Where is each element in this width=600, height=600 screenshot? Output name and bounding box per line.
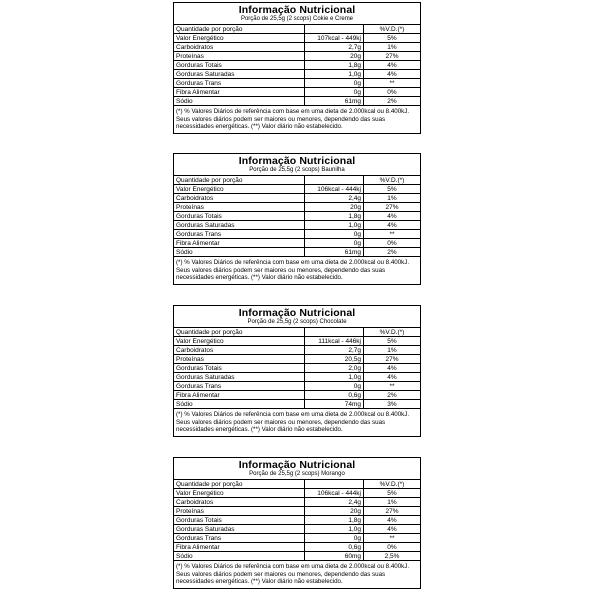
table-row (174, 400, 420, 409)
table-row (174, 79, 420, 88)
table-row (174, 525, 420, 534)
table-row (174, 52, 420, 61)
nutrient-amount: 20g (305, 203, 364, 212)
nutrient-amount: 1,8g (305, 212, 364, 221)
table-row (174, 373, 420, 382)
table-row (174, 489, 420, 498)
nutrition-table (174, 175, 420, 256)
nutrient-vd: ** (364, 534, 421, 543)
nutrient-name: Proteínas (174, 355, 305, 364)
nutrient-name: Gorduras Trans (174, 534, 305, 543)
table-row (174, 364, 420, 373)
nutrient-name: Proteínas (174, 52, 305, 61)
nutrient-vd: 1% (364, 346, 421, 355)
nutrient-vd: 5% (364, 34, 421, 43)
nutrient-vd: 0% (364, 239, 421, 248)
nutrient-amount: 1,0g (305, 525, 364, 534)
nutrient-name: Valor Energético (174, 337, 305, 346)
nutrient-amount: 2,0g (305, 364, 364, 373)
nutrient-amount: 0g (305, 88, 364, 97)
nutrition-table (174, 24, 420, 105)
nutrition-panel-strawberry (173, 457, 421, 589)
nutrient-amount: 0,6g (305, 391, 364, 400)
nutrient-vd: 27% (364, 203, 421, 212)
panel-title: Informação Nutricional (238, 4, 356, 16)
nutrient-vd: 4% (364, 516, 421, 525)
nutrient-vd: 1% (364, 498, 421, 507)
nutrient-vd: 27% (364, 52, 421, 61)
panel-title: Informação Nutricional (238, 155, 356, 167)
panel-title: Informação Nutricional (238, 307, 356, 319)
nutrient-vd: 2% (364, 97, 421, 106)
nutrient-amount: 1,8g (305, 516, 364, 525)
table-row (174, 88, 420, 97)
table-row (174, 43, 420, 52)
nutrient-amount: 1,0g (305, 70, 364, 79)
table-row (174, 543, 420, 552)
nutrient-amount: 2,4g (305, 498, 364, 507)
nutrient-name: Gorduras Saturadas (174, 373, 305, 382)
nutrient-vd: 4% (364, 373, 421, 382)
nutrient-name: Gorduras Saturadas (174, 70, 305, 79)
nutrient-name: Carboidratos (174, 194, 305, 203)
nutrient-vd: 0% (364, 88, 421, 97)
table-row (174, 507, 420, 516)
nutrient-amount: 0g (305, 230, 364, 239)
table-row (174, 34, 420, 43)
nutrient-vd: 0% (364, 543, 421, 552)
nutrient-amount: 1,8g (305, 61, 364, 70)
table-row (174, 97, 420, 106)
nutrient-amount: 0,6g (305, 543, 364, 552)
nutrient-amount: 106kcal - 444kj (305, 185, 364, 194)
header-amount (305, 25, 364, 34)
header-quantity: Quantidade por porção (174, 328, 305, 337)
header-quantity: Quantidade por porção (174, 480, 305, 489)
nutrient-vd: 5% (364, 337, 421, 346)
nutrient-vd: 1% (364, 194, 421, 203)
nutrient-amount: 2,7g (305, 346, 364, 355)
panel-subtitle: Porção de 25,5g (2 scops) Baunilha (249, 167, 345, 173)
nutrient-name: Valor Energético (174, 489, 305, 498)
nutrient-vd: ** (364, 230, 421, 239)
panel-subtitle: Porção de 25,5g (2 scops) Cokie e Creme (240, 16, 354, 22)
table-row (174, 212, 420, 221)
nutrient-vd: 2% (364, 248, 421, 257)
header-vd: %V.D.(*) (364, 328, 421, 337)
table-row (174, 391, 420, 400)
header-amount (305, 328, 364, 337)
nutrient-amount: 61mg (305, 248, 364, 257)
nutrient-vd: 4% (364, 221, 421, 230)
panel-subtitle: Porção de 25,5g (2 scops) Chocolate (247, 319, 347, 325)
nutrient-amount: 2,7g (305, 43, 364, 52)
nutrient-vd: 4% (364, 212, 421, 221)
nutrient-vd: 5% (364, 185, 421, 194)
nutrient-vd: ** (364, 382, 421, 391)
table-row (174, 221, 420, 230)
panel-footnote: (*) % Valores Diários de referência com base em uma dieta de 2.000kcal ou 8.400kJ. Seus valores diários podem ser maiores ou menores, dependendo das suas necessidades energéticas. (**) Valor diário não estabelecido. (174, 560, 420, 588)
nutrient-amount: 60mg (305, 552, 364, 561)
nutrient-amount: 0g (305, 382, 364, 391)
nutrient-name: Sódio (174, 400, 305, 409)
table-header-row (174, 25, 420, 34)
nutrient-name: Valor Energético (174, 185, 305, 194)
nutrient-name: Gorduras Trans (174, 382, 305, 391)
table-header-row (174, 328, 420, 337)
table-row (174, 382, 420, 391)
nutrient-name: Sódio (174, 552, 305, 561)
nutrient-name: Fibra Alimentar (174, 239, 305, 248)
nutrient-vd: 3% (364, 400, 421, 409)
nutrient-amount: 1,0g (305, 221, 364, 230)
table-row (174, 230, 420, 239)
table-row (174, 498, 420, 507)
nutrient-vd: 4% (364, 525, 421, 534)
header-vd: %V.D.(*) (364, 480, 421, 489)
table-row (174, 239, 420, 248)
nutrient-amount: 20g (305, 507, 364, 516)
table-row (174, 552, 420, 561)
table-row (174, 337, 420, 346)
nutrient-vd: 4% (364, 61, 421, 70)
nutrient-name: Fibra Alimentar (174, 543, 305, 552)
nutrient-amount: 61mg (305, 97, 364, 106)
panel-subtitle: Porção de 25,5g (2 scops) Morango (249, 471, 345, 477)
table-header-row (174, 480, 420, 489)
header-quantity: Quantidade por porção (174, 25, 305, 34)
nutrient-amount: 1,0g (305, 373, 364, 382)
nutrient-name: Sódio (174, 248, 305, 257)
nutrient-name: Gorduras Totais (174, 61, 305, 70)
table-row (174, 61, 420, 70)
nutrient-name: Gorduras Saturadas (174, 221, 305, 230)
panel-footnote: (*) % Valores Diários de referência com base em uma dieta de 2.000kcal ou 8.400kJ. Seus valores diários podem ser maiores ou menores, dependendo das suas necessidades energéticas. (**) Valor diário não estabelecido. (174, 105, 420, 133)
nutrient-amount: 111kcal - 446kj (305, 337, 364, 346)
nutrient-vd: 27% (364, 355, 421, 364)
table-row (174, 516, 420, 525)
table-row (174, 194, 420, 203)
nutrition-table (174, 479, 420, 560)
nutrient-amount: 20,5g (305, 355, 364, 364)
nutrient-name: Valor Energético (174, 34, 305, 43)
nutrient-vd: 2,5% (364, 552, 421, 561)
nutrient-name: Gorduras Totais (174, 516, 305, 525)
nutrient-vd: 4% (364, 364, 421, 373)
panel-footnote: (*) % Valores Diários de referência com base em uma dieta de 2.000kcal ou 8.400kJ. Seus valores diários podem ser maiores ou menores, dependendo das suas necessidades energéticas. (**) Valor diário não estabelecido. (174, 408, 420, 436)
nutrition-panel-chocolate (173, 305, 421, 437)
nutrient-amount: 106kcal - 444kj (305, 489, 364, 498)
nutrient-name: Gorduras Totais (174, 212, 305, 221)
table-row (174, 534, 420, 543)
nutrient-amount: 74mg (305, 400, 364, 409)
nutrient-vd: 5% (364, 489, 421, 498)
nutrient-vd: 2% (364, 391, 421, 400)
table-row (174, 70, 420, 79)
nutrient-amount: 2,4g (305, 194, 364, 203)
nutrient-name: Gorduras Totais (174, 364, 305, 373)
nutrient-name: Fibra Alimentar (174, 88, 305, 97)
header-vd: %V.D.(*) (364, 25, 421, 34)
nutrient-name: Sódio (174, 97, 305, 106)
table-header-row (174, 176, 420, 185)
panel-footnote: (*) % Valores Diários de referência com base em uma dieta de 2.000kcal ou 8.400kJ. Seus valores diários podem ser maiores ou menores, dependendo das suas necessidades energéticas. (**) Valor diário não estabelecido. (174, 256, 420, 284)
nutrient-vd: 4% (364, 70, 421, 79)
nutrient-name: Proteínas (174, 507, 305, 516)
header-amount (305, 176, 364, 185)
table-row (174, 185, 420, 194)
nutrition-panel-cookie (173, 2, 421, 134)
panel-title: Informação Nutricional (238, 459, 356, 471)
nutrient-name: Gorduras Trans (174, 230, 305, 239)
header-amount (305, 480, 364, 489)
nutrition-panel-vanilla (173, 153, 421, 285)
nutrient-vd: 27% (364, 507, 421, 516)
header-vd: %V.D.(*) (364, 176, 421, 185)
nutrient-name: Carboidratos (174, 346, 305, 355)
nutrient-amount: 107kcal - 449kj (305, 34, 364, 43)
nutrient-vd: 1% (364, 43, 421, 52)
nutrient-name: Fibra Alimentar (174, 391, 305, 400)
nutrient-amount: 20g (305, 52, 364, 61)
nutrient-amount: 0g (305, 534, 364, 543)
nutrient-name: Proteínas (174, 203, 305, 212)
nutrition-table (174, 327, 420, 408)
nutrient-name: Carboidratos (174, 43, 305, 52)
header-quantity: Quantidade por porção (174, 176, 305, 185)
nutrient-vd: ** (364, 79, 421, 88)
table-row (174, 203, 420, 212)
table-row (174, 346, 420, 355)
table-row (174, 355, 420, 364)
table-row (174, 248, 420, 257)
nutrient-amount: 0g (305, 79, 364, 88)
nutrient-name: Gorduras Trans (174, 79, 305, 88)
nutrient-amount: 0g (305, 239, 364, 248)
nutrient-name: Carboidratos (174, 498, 305, 507)
nutrient-name: Gorduras Saturadas (174, 525, 305, 534)
